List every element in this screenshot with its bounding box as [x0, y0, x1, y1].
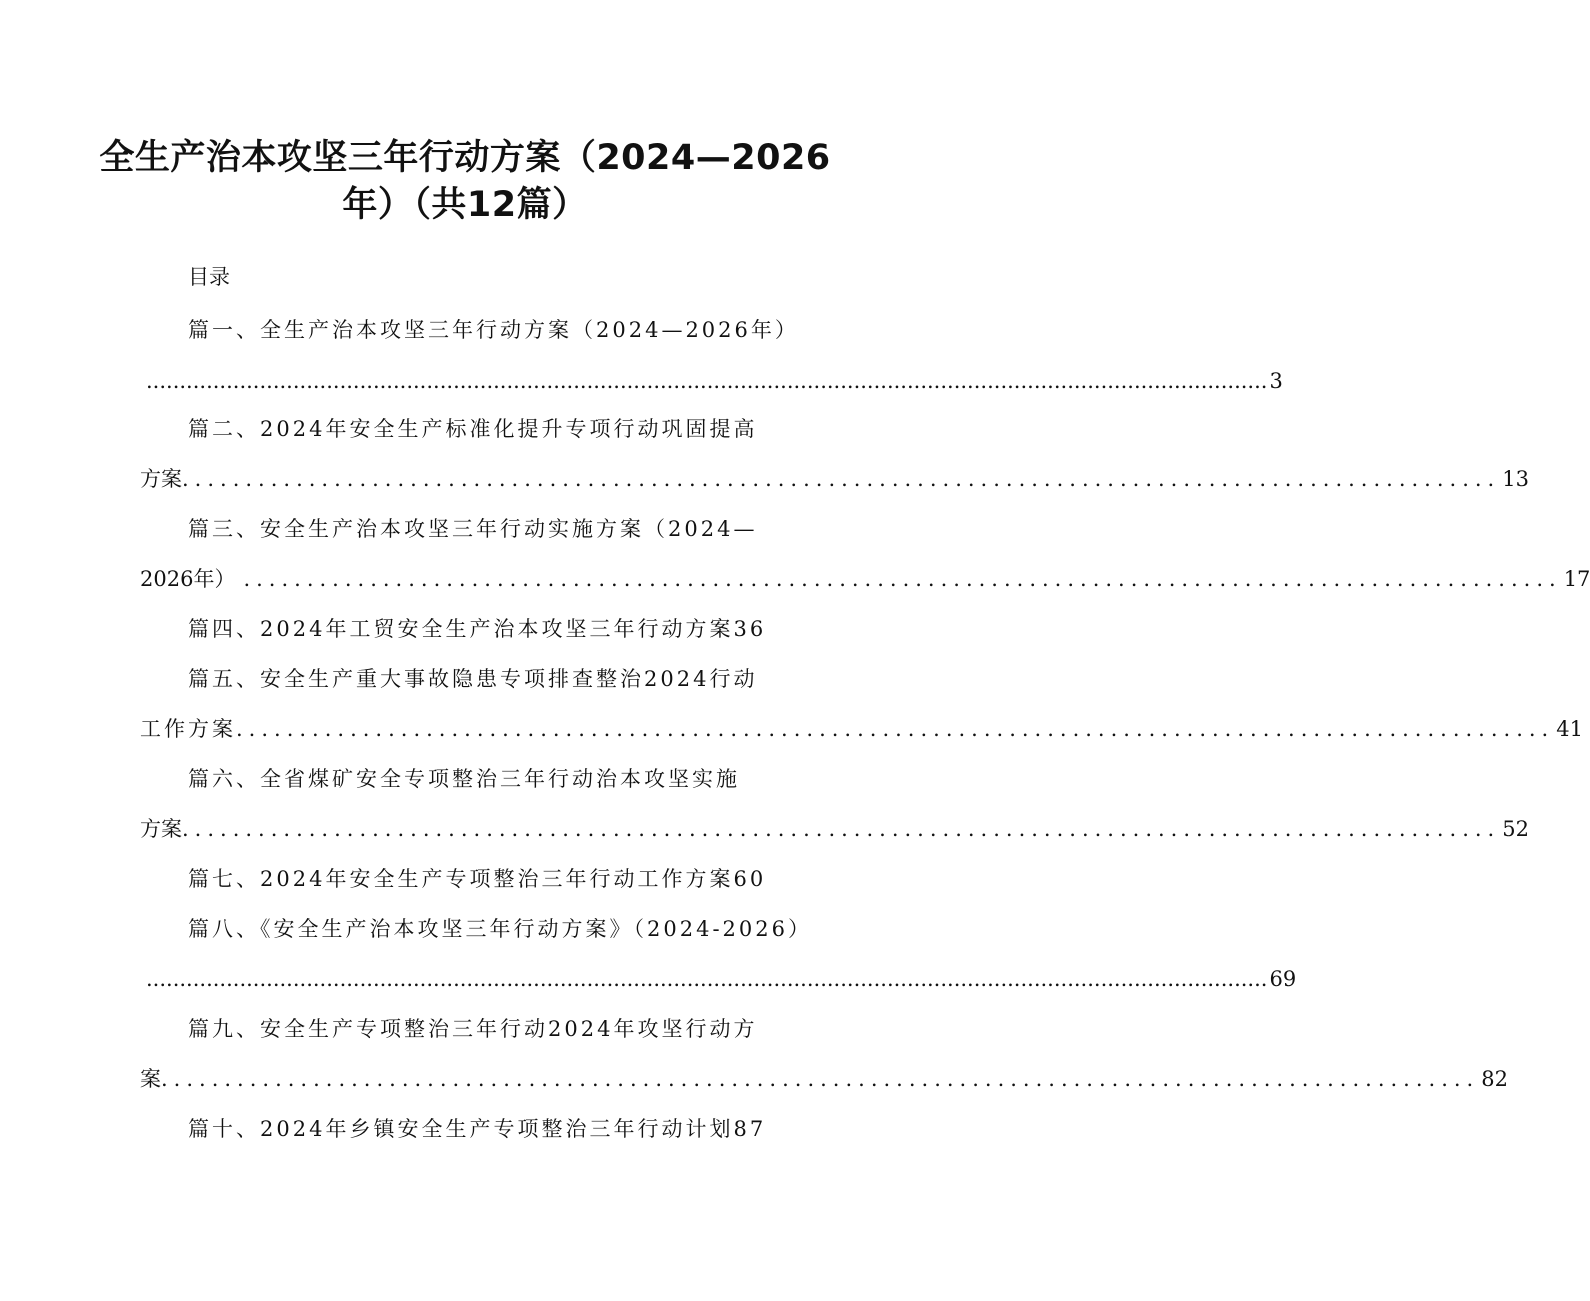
toc-entry-9-page: 82 — [1481, 1067, 1508, 1091]
toc-entry-5-title[interactable]: 篇五、安全生产重大事故隐患专项排查整治2024行动 — [188, 667, 758, 691]
toc-entry-6-page: 52 — [1502, 817, 1529, 841]
toc-entry-8-title[interactable]: 篇八、《安全生产治本攻坚三年行动方案》（2024-2026） — [188, 917, 812, 941]
dot-leader: ........................................................................................................ — [182, 817, 1501, 841]
toc-entry-8-leader[interactable] — [146, 966, 1297, 992]
dot-leader: ........................................................................................................ — [182, 467, 1501, 491]
toc-heading: 目录 — [188, 265, 230, 289]
toc-entry-3-page: 17 — [1563, 567, 1590, 591]
toc-entry-6-leader[interactable] — [140, 816, 1529, 842]
toc-entry-4-page: 36 — [733, 617, 767, 641]
toc-entry-4[interactable] — [188, 616, 766, 642]
toc-entry-2-page: 13 — [1502, 467, 1529, 491]
toc-entry-6-title[interactable]: 篇六、全省煤矿安全专项整治三年行动治本攻坚实施 — [188, 767, 740, 791]
dot-leader: ........................................................................................................ — [161, 1067, 1480, 1091]
toc-entry-9-continuation: 案 — [140, 1067, 161, 1091]
toc-entry-6-continuation: 方案 — [140, 817, 182, 841]
toc-entry-1-leader[interactable] — [146, 368, 1283, 394]
toc-entry-10[interactable] — [188, 1116, 766, 1142]
toc-entry-9-title[interactable]: 篇九、安全生产专项整治三年行动2024年攻坚行动方 — [188, 1017, 758, 1041]
dot-leader: ........................................................................................................ — [236, 717, 1555, 741]
toc-entry-3-leader[interactable] — [140, 566, 1590, 592]
toc-entry-7[interactable] — [188, 866, 766, 892]
toc-entry-9-leader[interactable] — [140, 1066, 1508, 1092]
toc-entry-7-title: 篇七、2024年安全生产专项整治三年行动工作方案 — [188, 867, 734, 891]
toc-entry-2-continuation: 方案 — [140, 467, 182, 491]
dot-leader: ........................................................................................................................................................................ — [146, 967, 1268, 991]
toc-entry-7-page: 60 — [733, 867, 767, 891]
document-title-line-2: 年）（共12篇） — [342, 185, 588, 225]
toc-entry-3-continuation: 2026年） — [140, 567, 236, 591]
toc-entry-1-title[interactable]: 篇一、全生产治本攻坚三年行动方案（2024—2026年） — [188, 318, 799, 342]
toc-entry-10-page: 87 — [733, 1117, 767, 1141]
toc-entry-5-page: 41 — [1556, 717, 1583, 741]
toc-entry-2-title[interactable]: 篇二、2024年安全生产标准化提升专项行动巩固提高 — [188, 417, 758, 441]
dot-leader: ........................................................................................................................................................................ — [146, 369, 1268, 393]
toc-entry-5-leader[interactable] — [140, 716, 1583, 742]
dot-leader: ........................................................................................................ — [243, 567, 1562, 591]
toc-entry-4-title: 篇四、2024年工贸安全生产治本攻坚三年行动方案 — [188, 617, 734, 641]
toc-entry-1-page: 3 — [1269, 369, 1283, 393]
toc-entry-2-leader[interactable] — [140, 466, 1529, 492]
document-title-line-1: 全生产治本攻坚三年行动方案（2024—2026 — [99, 138, 831, 178]
toc-entry-5-continuation: 工作方案 — [140, 717, 236, 741]
toc-entry-10-title: 篇十、2024年乡镇安全生产专项整治三年行动计划 — [188, 1117, 734, 1141]
toc-entry-8-page: 69 — [1269, 967, 1297, 991]
toc-entry-3-title[interactable]: 篇三、安全生产治本攻坚三年行动实施方案（2024— — [188, 517, 758, 541]
